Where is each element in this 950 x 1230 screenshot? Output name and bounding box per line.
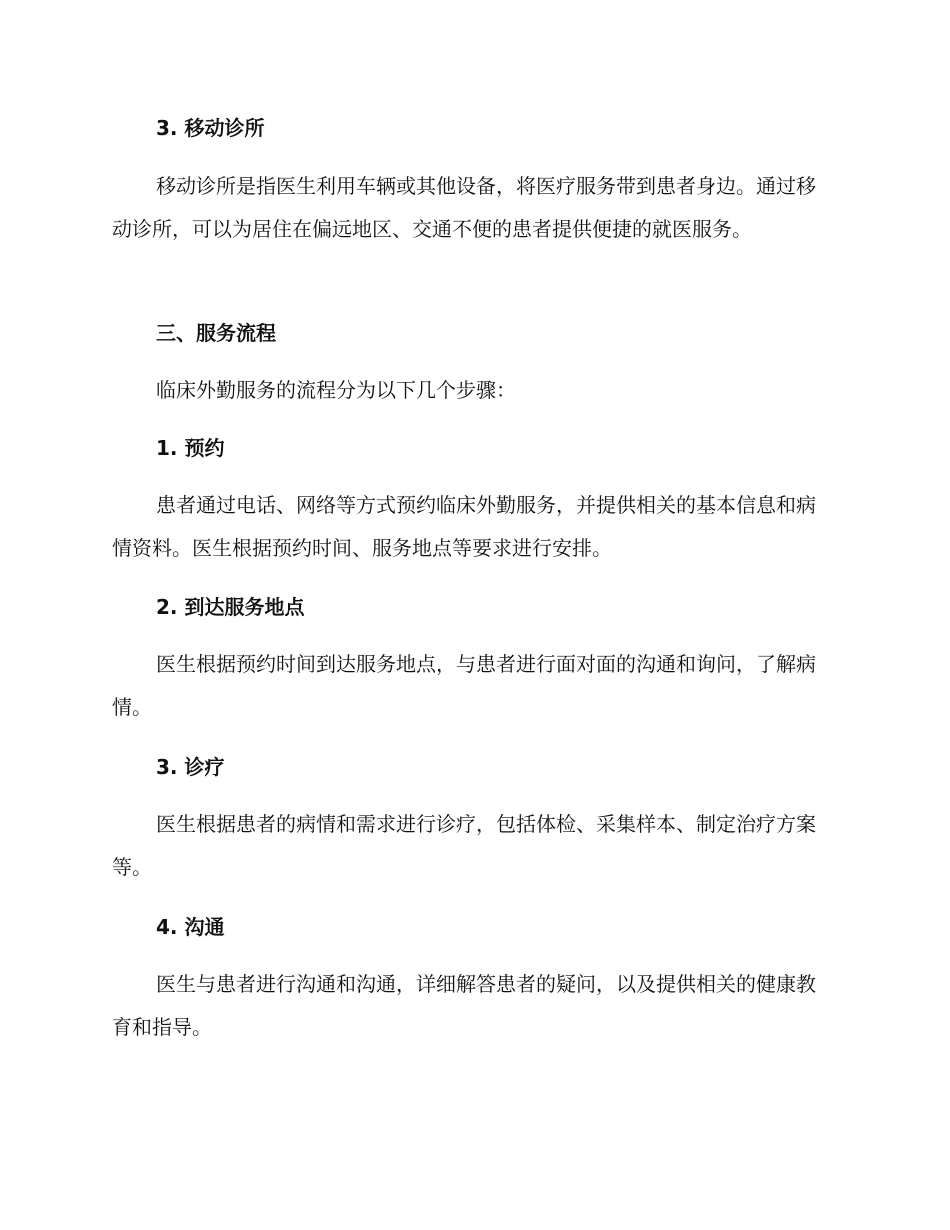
paragraph-step-appointment: 患者通过电话、网络等方式预约临床外勤服务，并提供相关的基本信息和病情资料。医生根据预约时间、服务地点等要求进行安排。 bbox=[112, 493, 816, 560]
paragraph-mobile-clinic: 移动诊所是指医生利用车辆或其他设备，将医疗服务带到患者身边。通过移动诊所，可以为居住在偏远地区、交通不便的患者提供便捷的就医服务。 bbox=[112, 174, 816, 241]
paragraph-step-treatment: 医生根据患者的病情和需求进行诊疗，包括体检、采集样本、制定治疗方案等。 bbox=[112, 812, 816, 879]
paragraph-step-communication: 医生与患者进行沟通和沟通，详细解答患者的疑问，以及提供相关的健康教育和指导。 bbox=[112, 972, 816, 1039]
heading-step-appointment: 1. 预约 bbox=[156, 436, 225, 460]
paragraph-step-arrival: 医生根据预约时间到达服务地点，与患者进行面对面的沟通和询问，了解病情。 bbox=[112, 652, 816, 719]
heading-step-treatment: 3. 诊疗 bbox=[156, 755, 225, 779]
heading-step-communication: 4. 沟通 bbox=[156, 915, 225, 939]
heading-service-process: 三、服务流程 bbox=[156, 321, 276, 345]
heading-mobile-clinic: 3. 移动诊所 bbox=[156, 116, 265, 140]
paragraph-process-intro: 临床外勤服务的流程分为以下几个步骤： bbox=[156, 378, 516, 402]
heading-step-arrival: 2. 到达服务地点 bbox=[156, 595, 305, 619]
